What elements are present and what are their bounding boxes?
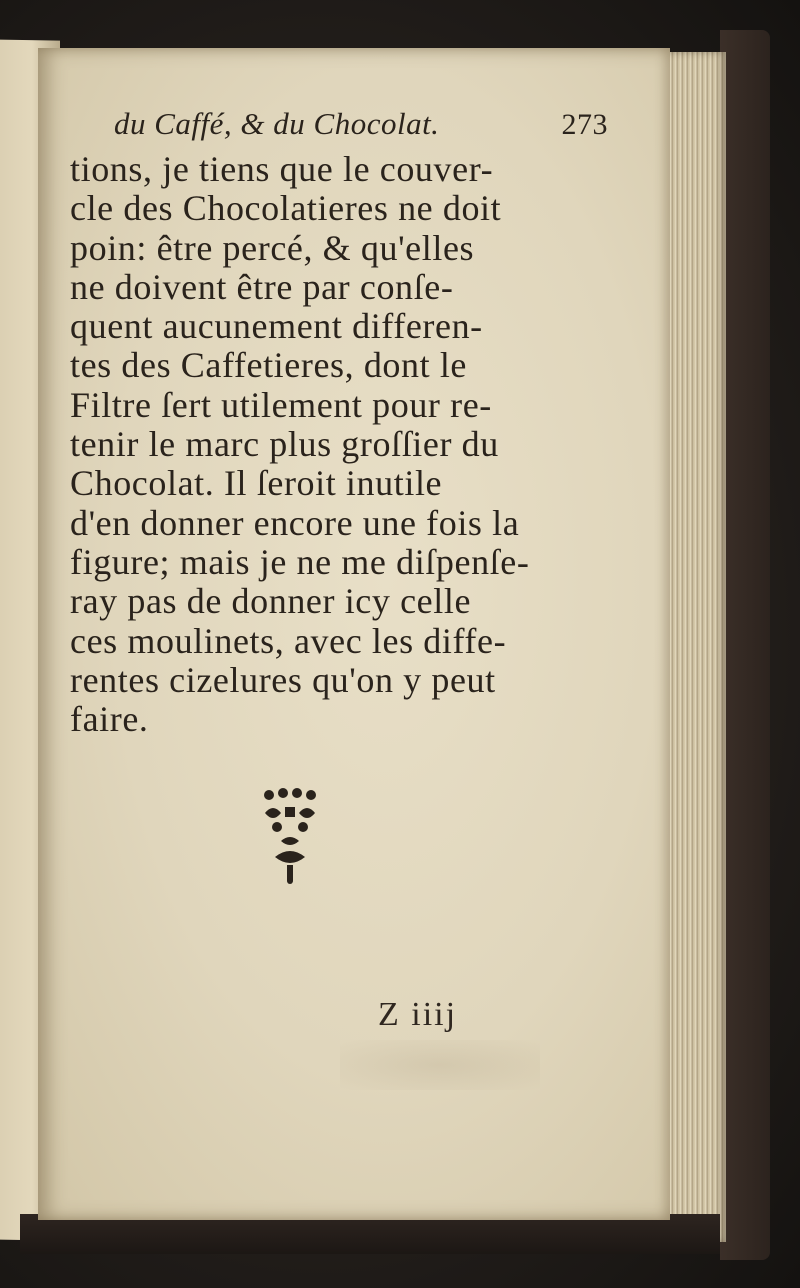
running-head: [70, 100, 630, 150]
text-line: d'en donner encore une fois la: [70, 502, 520, 543]
text-line: ces moulinets, avec les diffe-: [70, 620, 507, 661]
paper-smudge: [340, 1040, 540, 1090]
page-stack-edge: [664, 52, 726, 1242]
text-line: faire.: [70, 699, 149, 740]
fleuron-ornament-icon: [255, 785, 325, 885]
text-line: tions, je tiens que le couver-: [70, 149, 494, 189]
text-line: tenir le marc plus groſſier du: [70, 424, 499, 465]
text-line: Chocolat. Il ſeroit inutile: [70, 463, 443, 504]
text-line: cle des Chocolatieres ne doit: [70, 188, 502, 229]
text-line: tes des Caffetieres, dont le: [70, 345, 468, 386]
text-line: ray pas de donner icy celle: [70, 581, 472, 622]
page-text-block: [70, 100, 630, 739]
body-text: [70, 150, 630, 739]
text-line: ne doivent être par conſe-: [70, 266, 454, 307]
running-head-title: du Caffé, & du Chocolat.: [114, 106, 440, 141]
text-line: Filtre ſert utilement pour re-: [70, 384, 492, 425]
signature-mark: Z iiij: [378, 996, 458, 1033]
text-line: rentes cizelures qu'on y peut: [70, 659, 496, 700]
text-line: quent aucunement differen-: [70, 306, 483, 347]
text-line: figure; mais je ne me diſpenſe-: [70, 541, 530, 582]
bottom-cover-edge: [20, 1214, 720, 1254]
book-cover: [720, 30, 770, 1260]
page-number: 273: [561, 108, 608, 141]
text-line: poin: être percé, & qu'elles: [70, 227, 475, 268]
